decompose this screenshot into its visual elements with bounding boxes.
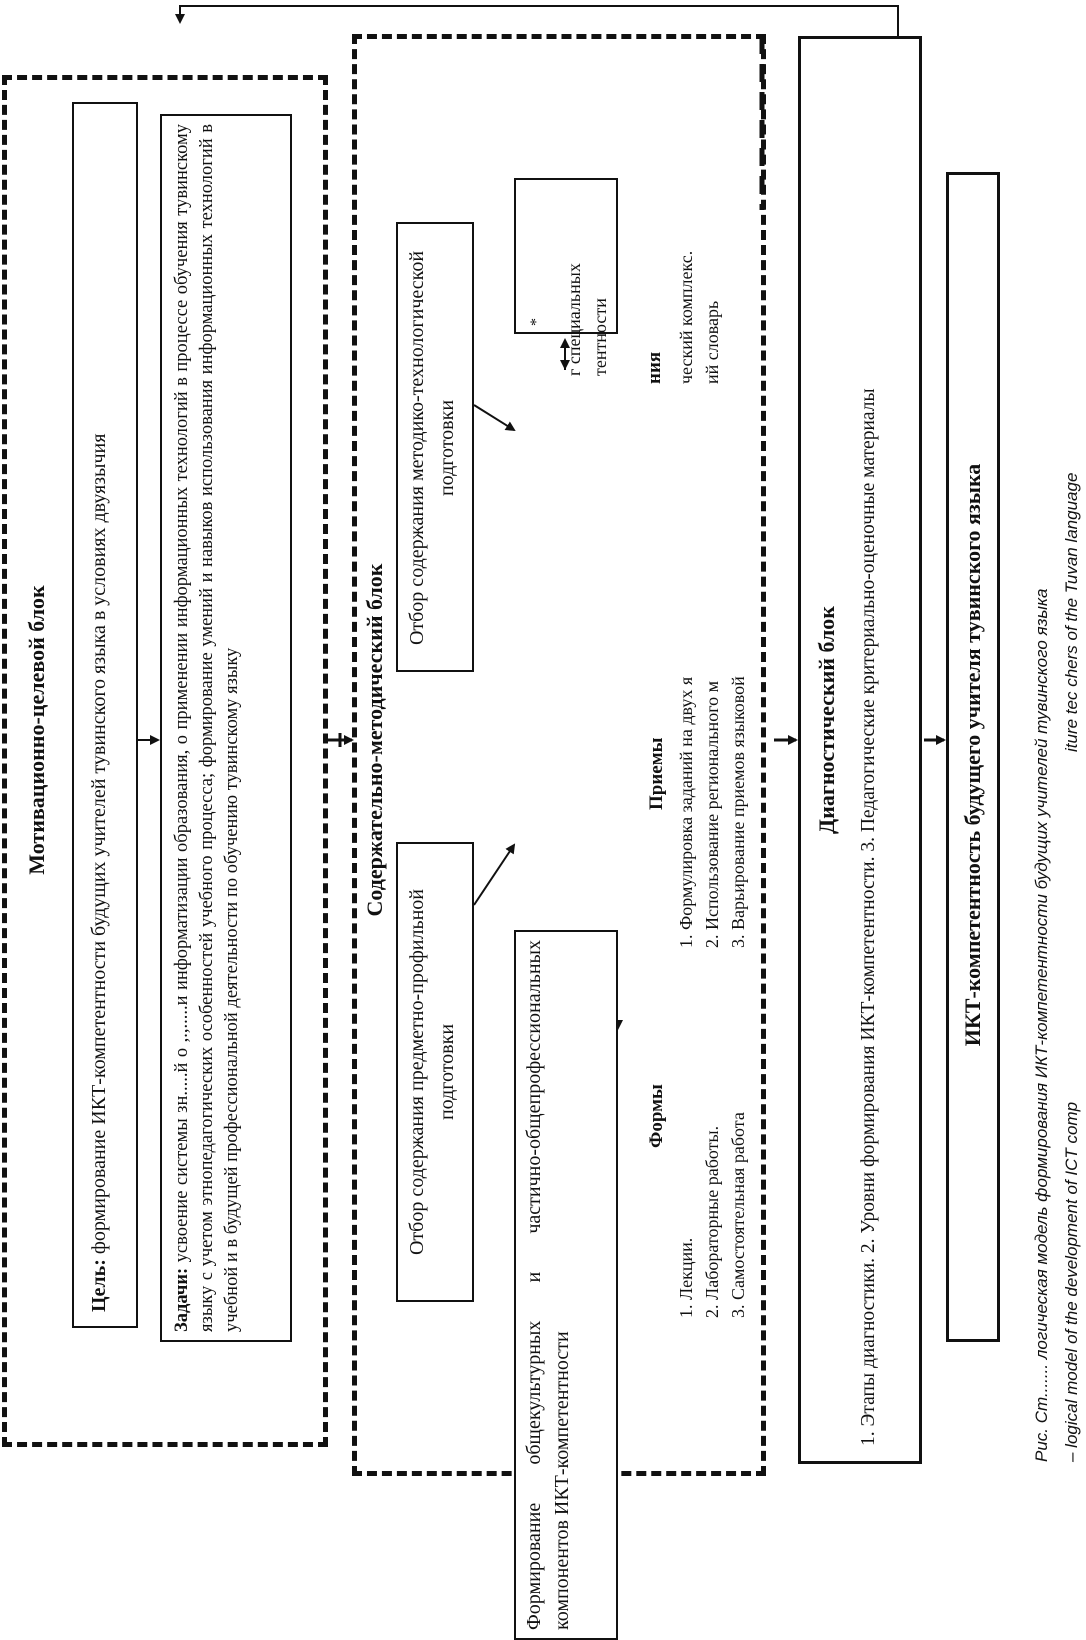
figure-caption-english-1: – logical model of the development of ICT comp [1062, 1101, 1081, 1462]
caption-label: Рис. [1032, 1427, 1051, 1462]
goal-text [85, 112, 113, 1312]
methods-item-3: 3. Варьирование приемов языковой [728, 676, 748, 948]
special-formation-line1: г специальных [564, 263, 584, 376]
forms-item-1: 1. Лекции. [676, 1237, 696, 1318]
methods-item-1: 1. Формулировка заданий на двух я [676, 676, 696, 948]
special-formation-asterisk: * [528, 318, 545, 326]
tasks-body: усвоение системы зн.....й о ,.,.....и информатизации образования, о применении информационных технологий в процессе обучения тувинскому языку с учетом этнопедагогических особенностей учебного процесса; формирование умений и навыков использования информационных технологий в учебной и в будущей профессиональной деятельности по обучению тувинскому языку [172, 124, 242, 1332]
content-block-title: Содержательно-методический блок [362, 563, 387, 917]
feedback-arrow [180, 6, 898, 36]
method-selection-text: Отбор содержания методико-технологической подготовки [406, 250, 458, 646]
caption-russian-text: Ст....... логическая модель формирования ИКТ-компетентности будущих учителей тувинского языка [1032, 588, 1051, 1428]
goal-body: формирование ИКТ-компетентности будущих учителей тувинского языка в условиях двуязычия [88, 433, 110, 1260]
forms-item-3: 3. Самостоятельная работа [728, 1112, 748, 1318]
general-formation-text: Формирование общекультурных и частично-общепрофессиональных компонентов ИКТ-компетентности [523, 940, 573, 1630]
forms-item-2: 2. Лабораторные работы. [702, 1125, 722, 1318]
goal-label: Цель: [88, 1259, 110, 1312]
special-formation-line2: тентности [590, 298, 610, 376]
tasks-label: Задачи: [172, 1267, 192, 1332]
motivational-block-title: Мотивационно-целевой блок [24, 585, 49, 875]
methods-item-2: 2. Использование регионального м [702, 680, 722, 948]
partial-item-2: ий словарь [702, 300, 722, 384]
tasks-text [170, 124, 245, 1332]
partial-item-1: ческий комплекс. [676, 250, 696, 384]
figure-caption-english-2: iture tec chers of the Tuvan language [1062, 472, 1081, 752]
methods-title: Приемы [646, 737, 667, 810]
diagnostic-block-title: Диагностический блок [814, 606, 839, 834]
figure-caption-russian [1030, 142, 1054, 1462]
subject-selection-text: Отбор содержания предметно-профильной подготовки [406, 889, 458, 1256]
forms-title: Формы [646, 1084, 667, 1148]
diagnostic-block-content: 1. Этапы диагностики. 2. Уровни формирования ИКТ-компетентности. 3. Педагогические критериально-оценочные материалы [858, 388, 879, 1446]
result-block-title: ИКТ-компетентность будущего учителя тувинского языка [960, 463, 985, 1047]
partial-heading: ния [644, 351, 665, 384]
